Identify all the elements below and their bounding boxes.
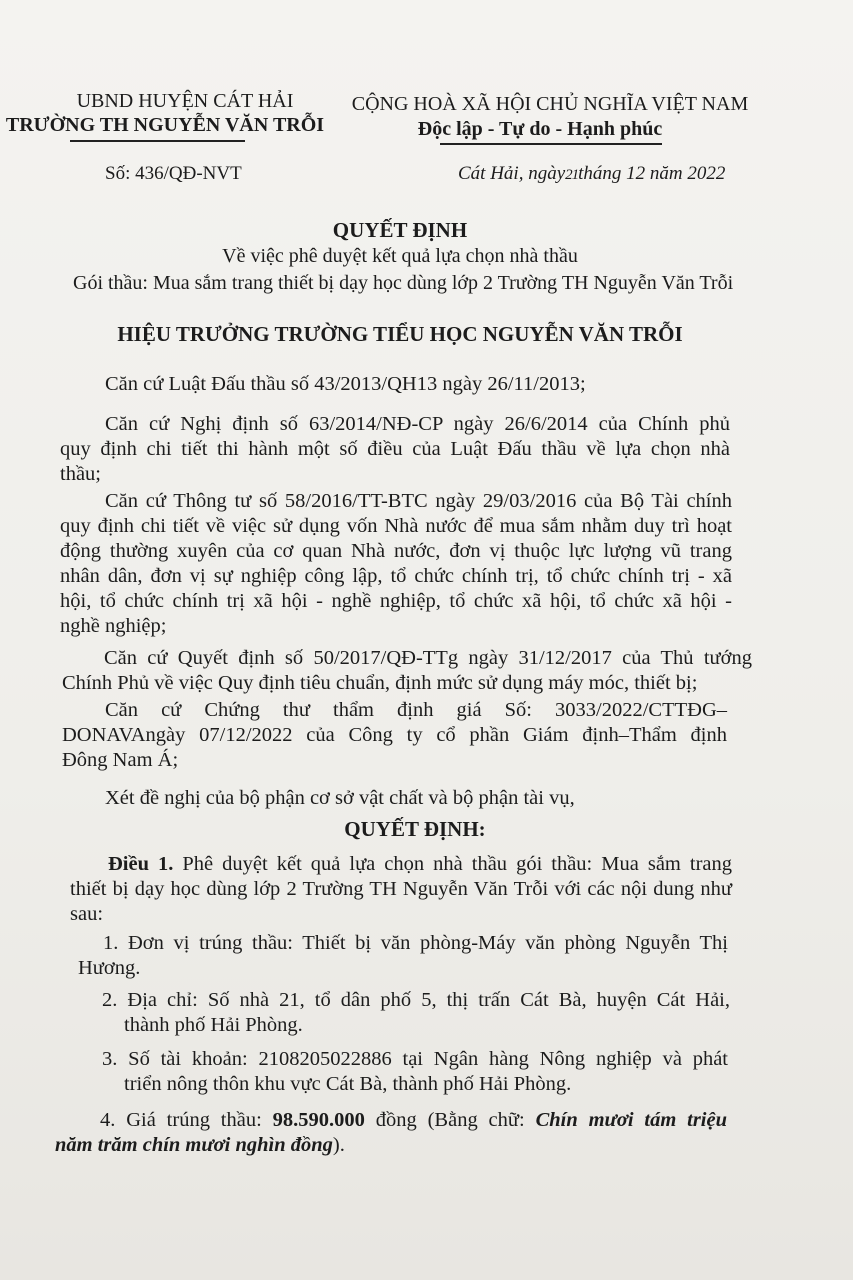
item-account: 3. Số tài khoản: 2108205022886 tại Ngân hàng Nông nghiệp và phát triển nông thôn khu vực Cát Bà, thành phố Hải Phòng. <box>102 1048 728 1095</box>
national-motto: Độc lập - Tự do - Hạnh phúc <box>417 118 663 140</box>
issuing-authority: UBND HUYỆN CÁT HẢI <box>76 90 294 112</box>
decision-heading: QUYẾT ĐỊNH: <box>344 817 486 841</box>
school-underline <box>70 140 245 142</box>
authority-heading: HIỆU TRƯỞNG TRƯỜNG TIỂU HỌC NGUYỄN VĂN TRỖI <box>117 322 683 346</box>
school-name: TRƯỜNG TH NGUYỄN VĂN TRỖI <box>5 114 325 136</box>
basis-law: Căn cứ Luật Đấu thầu số 43/2013/QH13 ngày 26/11/2013; <box>105 373 586 395</box>
basis-valuation: Căn cứ Chứng thư thẩm định giá Số: 3033/2022/CTTĐG– DONAVAngày 07/12/2022 của Công ty cổ phần Giám định–Thẩm định Đông Nam Á; <box>62 699 727 771</box>
basis-circular: Căn cứ Thông tư số 58/2016/TT-BTC ngày 29/03/2016 của Bộ Tài chính quy định chi tiết về việc sử dụng vốn Nhà nước để mua sắm nhằm duy trì hoạt động thường xuyên của cơ quan Nhà nước, đơn vị thuộc lực lượng vũ trang nhân dân, đơn vị sự nghiệp công lập, tổ chức chính trị, tổ chức chính trị - xã hội, tổ chức chính trị xã hội - nghề nghiệp, tổ chức xã hội, tổ chức xã hội - nghề nghiệp; <box>60 490 732 637</box>
package-name: Gói thầu: Mua sắm trang thiết bị dạy học dùng lớp 2 Trường TH Nguyễn Văn Trỗi <box>73 272 734 294</box>
article-1-label: Điều 1. <box>108 853 174 875</box>
decision-title: QUYẾT ĐỊNH <box>332 218 468 242</box>
item-address: 2. Địa chỉ: Số nhà 21, tổ dân phố 5, thị trấn Cát Bà, huyện Cát Hải, thành phố Hải Phòng. <box>102 989 730 1036</box>
basis-decree: Căn cứ Nghị định số 63/2014/NĐ-CP ngày 26/6/2014 của Chính phủ quy định chi tiết thi hành một số điều của Luật Đấu thầu về lựa chọn nhà thầu; <box>60 413 730 485</box>
article-1: Điều 1. Phê duyệt kết quả lựa chọn nhà thầu gói thầu: Mua sắm trang thiết bị dạy học dùng lớp 2 Trường TH Nguyễn Văn Trỗi với các nội dung như sau: <box>70 853 733 925</box>
price-amount: 98.590.000 <box>272 1109 365 1131</box>
item-price: 4. Giá trúng thầu: 98.590.000 đồng (Bằng chữ: Chín mươi tám triệu năm trăm chín mươi nghìn đồng). <box>55 1109 727 1156</box>
item-winner: 1. Đơn vị trúng thầu: Thiết bị văn phòng-Máy văn phòng Nguyễn Thị Hương. <box>78 932 728 979</box>
decision-subject: Về việc phê duyệt kết quả lựa chọn nhà thầu <box>222 245 578 267</box>
motto-underline <box>440 143 662 145</box>
basis-pm-decision: Căn cứ Quyết định số 50/2017/QĐ-TTg ngày 31/12/2017 của Thủ tướng Chính Phủ về việc Quy định tiêu chuẩn, định mức sử dụng máy móc, thiết bị; <box>62 647 752 694</box>
document-number: Số: 436/QĐ-NVT <box>105 163 242 184</box>
national-title: CỘNG HOÀ XÃ HỘI CHỦ NGHĨA VIỆT NAM <box>351 93 749 115</box>
place-and-date: Cát Hải, ngày21tháng 12 năm 2022 <box>458 163 726 184</box>
basis-proposal: Xét đề nghị của bộ phận cơ sở vật chất và bộ phận tài vụ, <box>105 787 575 809</box>
